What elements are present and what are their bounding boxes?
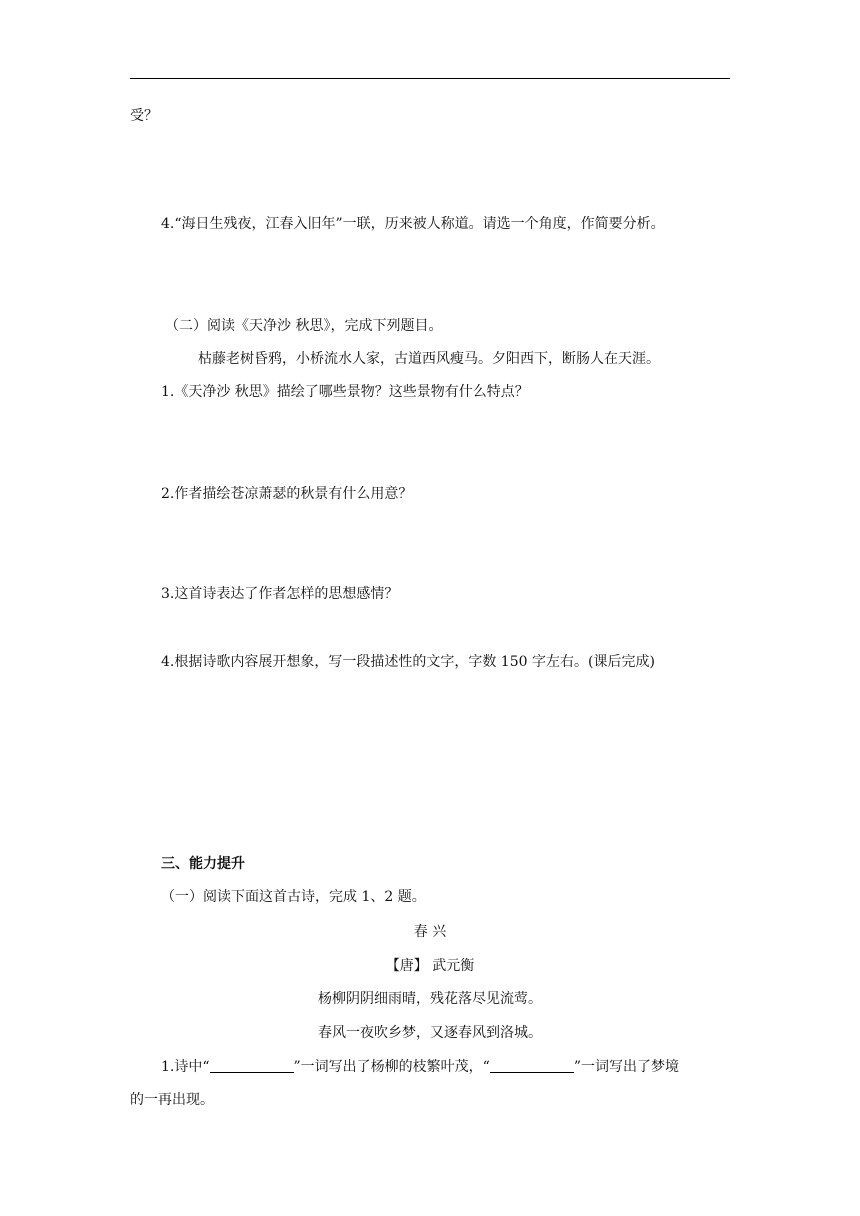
fill-question-1 — [161, 1057, 679, 1077]
question-3: 3.这首诗表达了作者怎样的思想感情？ — [161, 586, 399, 602]
poem-tianjingsha-text: 枯藤老树昏鸦，小桥流水人家，古道西风瘦马。夕阳西下，断肠人在天涯。 — [198, 351, 660, 367]
continuation-text: 受？ — [130, 108, 158, 124]
question-1: 1.《天净沙 秋思》描绘了哪些景物？这些景物有什么特点？ — [161, 384, 529, 400]
poem-author: 【唐】 武元衡 — [385, 958, 475, 974]
header-rule — [130, 78, 730, 79]
fill-question-1-continuation: 的一再出现。 — [130, 1092, 214, 1108]
fill-question-1-text-a: 1.诗中“ — [161, 1059, 210, 1075]
fill-question-1-text-c: ”一词写出了梦境 — [573, 1059, 680, 1075]
poem-title: 春 兴 — [413, 924, 447, 940]
fill-question-1-text-b: ”一词写出了杨柳的枝繁叶茂，“ — [293, 1059, 490, 1075]
answer-blank-2[interactable] — [490, 1058, 574, 1073]
poem-line-2: 春风一夜吹乡梦，又逐春风到洛城。 — [318, 1025, 542, 1041]
question-4: 4.根据诗歌内容展开想象，写一段描述性的文字，字数 150 字左右。(课后完成) — [161, 654, 655, 670]
answer-blank-1[interactable] — [210, 1058, 294, 1073]
poem-line-1: 杨柳阴阴细雨晴，残花落尽见流莺。 — [318, 991, 542, 1007]
question-2: 2.作者描绘苍凉萧瑟的秋景有什么用意？ — [161, 486, 413, 502]
part2-heading: （二）阅读《天净沙 秋思》，完成下列题目。 — [165, 318, 443, 334]
question-4-section1: 4.“海日生残夜，江春入旧年”一联，历来被人称道。请选一个角度，作简要分析。 — [161, 216, 665, 232]
section3-title: 三、能力提升 — [161, 856, 245, 872]
part1-heading: （一）阅读下面这首古诗，完成 1、2 题。 — [161, 889, 426, 905]
